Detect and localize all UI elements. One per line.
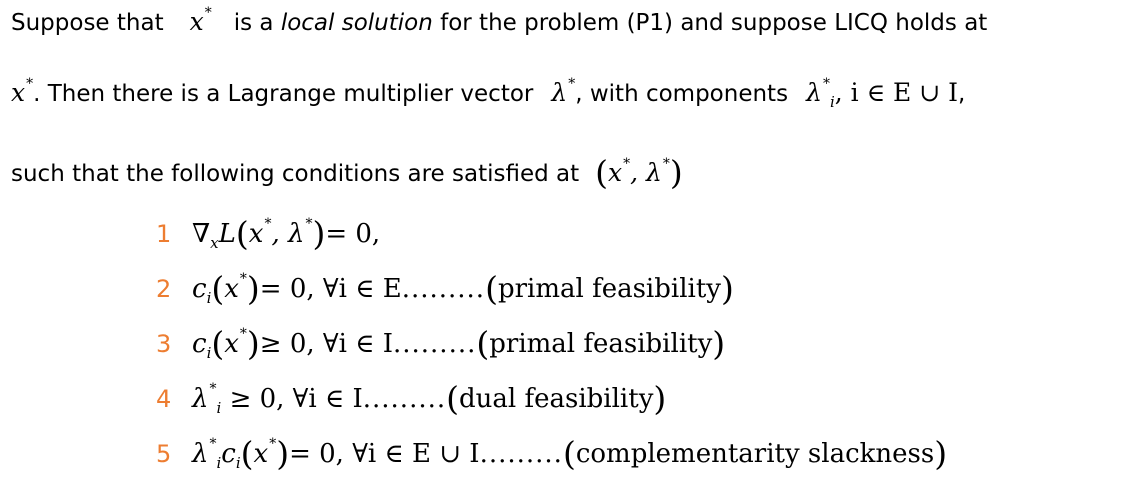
condition-number: 4 (156, 385, 172, 413)
p1-x-star: x* (189, 4, 212, 36)
condition-5-label: complementarity slackness (575, 439, 935, 469)
condition-3 (156, 324, 726, 363)
condition-4-formula: $\lambda^*_i \ge 0$, ∀i ∈ I.........(dual feasibility) (192, 379, 667, 418)
paragraph-2 (11, 75, 966, 111)
p2-x-star: x* (11, 75, 34, 107)
p3-text: such that the following conditions are satisfied at (11, 161, 580, 187)
condition-number: 5 (156, 440, 172, 468)
condition-3-formula: $c_i(x^*)\ge 0$, ∀i ∈ I.........(primal feasibility) (192, 324, 726, 363)
p1-mid2-text: for the problem (P1) and suppose LICQ holds at (440, 10, 988, 36)
condition-3-label: primal feasibility (489, 329, 713, 359)
p1-lead-text: Suppose that (11, 10, 164, 36)
condition-5-formula: $\lambda^*_ic_i(x^*)= 0$, ∀i ∈ E ∪ I.........(complementarity slackness) (192, 434, 948, 473)
condition-number: 2 (156, 275, 172, 303)
condition-5 (156, 434, 948, 473)
p2-lambda-components: $\lambda^*_i$, i ∈ E ∪ I (806, 75, 959, 111)
condition-4-label: dual feasibility (459, 384, 654, 414)
p2-lambda-star: λ* (551, 75, 576, 107)
condition-number: 1 (156, 220, 172, 248)
p2-text-1: . Then there is a Lagrange multiplier vector (33, 81, 534, 107)
p2-end: , (958, 81, 966, 107)
p1-mid1-text: is a (233, 10, 274, 36)
p1-italic-text: local solution (280, 10, 433, 36)
condition-2-label: primal feasibility (497, 274, 721, 304)
condition-2 (156, 269, 734, 308)
condition-1-formula: $\nabla_xL(x^*$, λ*)= 0, (192, 214, 381, 253)
paragraph-3 (11, 153, 683, 192)
condition-1 (156, 214, 381, 253)
paragraph-1 (11, 4, 988, 36)
p3-pair: (x*, λ*) (595, 153, 683, 192)
condition-2-formula: $c_i(x^*)= 0$, ∀i ∈ E.........(primal feasibility) (192, 269, 734, 308)
condition-number: 3 (156, 330, 172, 358)
condition-4 (156, 379, 667, 418)
p2-text-2: , with components (575, 81, 789, 107)
